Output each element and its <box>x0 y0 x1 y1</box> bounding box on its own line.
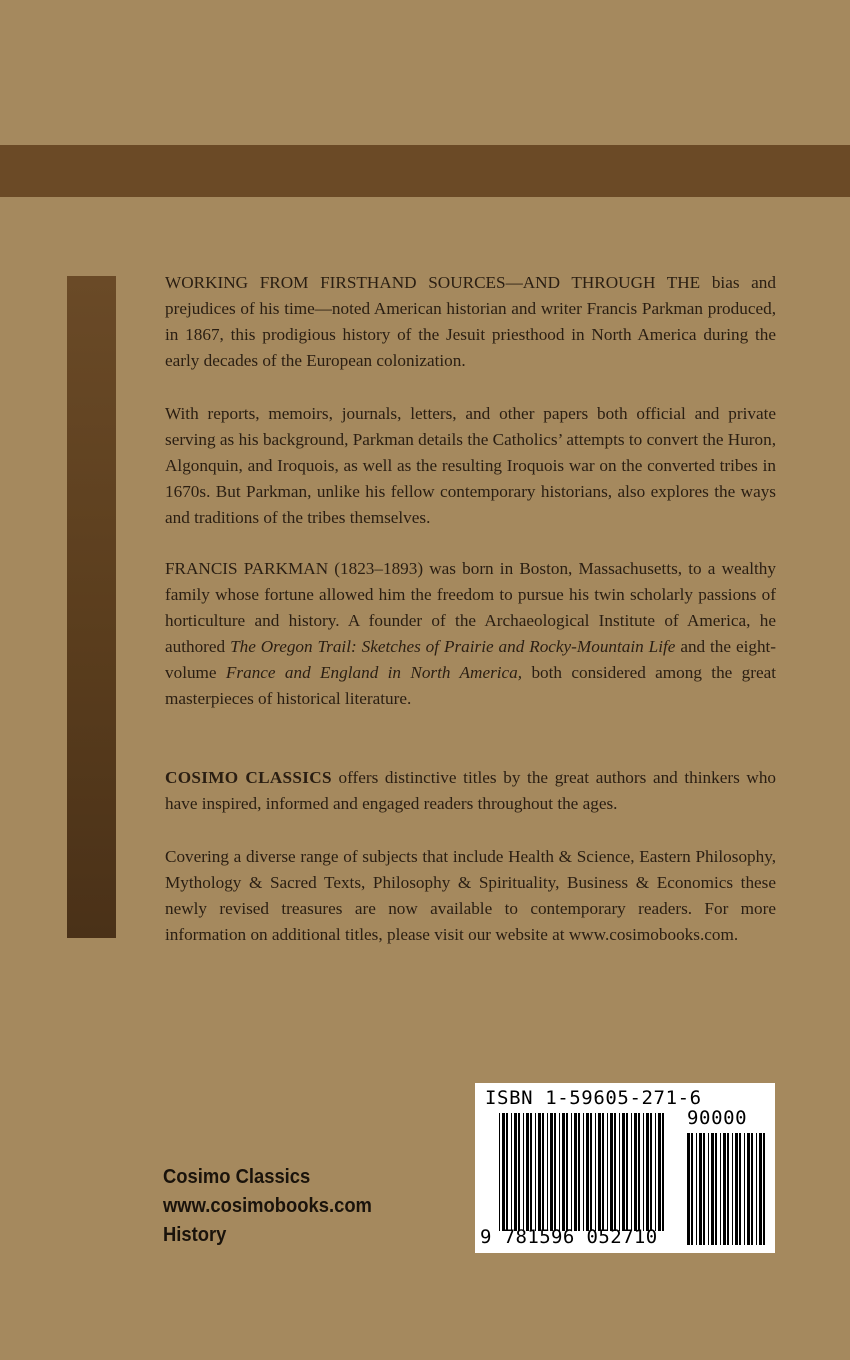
addon-bar-3 <box>699 1133 702 1245</box>
imprint-category: History <box>163 1224 227 1246</box>
ean-bar-29 <box>614 1113 616 1231</box>
ean-bar-9 <box>535 1113 536 1231</box>
ean-bar-31 <box>622 1113 625 1231</box>
description-paragraph-2: With reports, memoirs, journals, letters, and other papers both official and private serving as his background, Parkman details the Catholics’ attempts to convert the Huron, Algonquin, and Iroquois, as well as the resulting Iroquois war on the converted tribes in 1670s. But Parkman, unlike his fellow contemporary historians, also explores the ways and traditions of the tribes themselves. <box>165 404 776 527</box>
ean-bar-17 <box>566 1113 568 1231</box>
addon-bar-10 <box>727 1133 729 1245</box>
description-lead-caps: WORKING FROM FIRSTHAND SOURCES—AND THROUGH THE <box>165 273 701 292</box>
ean-bar-1 <box>502 1113 505 1231</box>
author-bio-text-2: and the eight-volume <box>165 637 777 682</box>
left-decorative-bar <box>67 276 116 938</box>
addon-bar-12 <box>735 1133 738 1245</box>
addon-bar-9 <box>723 1133 726 1245</box>
publisher-brand-name: COSIMO CLASSICS <box>165 768 332 787</box>
ean-bar-16 <box>562 1113 565 1231</box>
ean-bar-26 <box>602 1113 604 1231</box>
isbn-label: ISBN 1-59605-271-6 <box>485 1087 702 1109</box>
ean-bar-36 <box>643 1113 644 1231</box>
ean-bar-15 <box>559 1113 560 1231</box>
ean-bar-37 <box>646 1113 649 1231</box>
barcode-ean-digits: 9 781596 052710 <box>480 1226 658 1248</box>
ean-bar-11 <box>542 1113 544 1231</box>
addon-bar-19 <box>763 1133 765 1245</box>
ean-bar-18 <box>571 1113 572 1231</box>
ean-bar-3 <box>511 1113 512 1231</box>
addon-bar-0 <box>687 1133 690 1245</box>
ean-bar-30 <box>619 1113 620 1231</box>
ean-bar-0 <box>499 1113 500 1231</box>
ean-bar-39 <box>655 1113 656 1231</box>
ean-bar-10 <box>538 1113 541 1231</box>
addon-bar-7 <box>715 1133 717 1245</box>
addon-bar-11 <box>732 1133 733 1245</box>
ean-bar-27 <box>607 1113 608 1231</box>
publisher-blurb-paragraph-2: Covering a diverse range of subjects that include Health & Science, Eastern Philosophy, Mythology & Sacred Texts, Philosophy & Spirituality, Business & Economics these newly revised treasures are now available to contemporary readers. For more information on additional titles, please visit our website at www.cosimobooks.com. <box>165 847 776 944</box>
addon-bar-18 <box>759 1133 762 1245</box>
description-paragraph-1-text: bias and prejudices of his time—noted American historian and writer Francis Parkman produced, in 1867, this prodigious history of the Jesuit priesthood in North America during the early decades of the European colonization. <box>165 273 776 370</box>
ean-bar-34 <box>634 1113 637 1231</box>
ean-bar-28 <box>610 1113 613 1231</box>
ean-bar-13 <box>550 1113 553 1231</box>
ean-bar-32 <box>626 1113 628 1231</box>
author-bio-text-1: FRANCIS PARKMAN (1823–1893) was born in Boston, Massachusetts, to a wealthy family whose fortune allowed him the freedom to pursue his twin scholarly passions of horticulture and history. A founder of the Archaeological Institute of America, he authored <box>165 559 776 656</box>
imprint-publisher: Cosimo Classics <box>163 1166 311 1188</box>
ean-bar-6 <box>523 1113 524 1231</box>
ean-bar-21 <box>583 1113 584 1231</box>
ean-bar-40 <box>658 1113 661 1231</box>
ean-bar-7 <box>526 1113 529 1231</box>
publisher-blurb-paragraph-1 <box>165 765 776 817</box>
ean-bar-19 <box>574 1113 577 1231</box>
ean-bar-4 <box>514 1113 517 1231</box>
ean-bar-5 <box>518 1113 520 1231</box>
book-title-oregon-trail: The Oregon Trail: Sketches of Prairie and Rocky-Mountain Life <box>230 637 676 656</box>
ean-bar-12 <box>547 1113 548 1231</box>
barcode-addon-digits: 90000 <box>687 1107 748 1129</box>
ean-bar-35 <box>638 1113 640 1231</box>
author-bio-text-3: both considered among the great masterpieces of historical literature. <box>165 663 777 708</box>
description-paragraph-1 <box>165 270 776 374</box>
imprint-block <box>163 1163 372 1250</box>
ean-bar-41 <box>662 1113 664 1231</box>
imprint-website: www.cosimobooks.com <box>163 1195 372 1217</box>
ean-bar-23 <box>590 1113 592 1231</box>
back-cover-copy <box>165 270 776 948</box>
addon-bar-8 <box>720 1133 721 1245</box>
ean-bar-8 <box>530 1113 532 1231</box>
addon-bar-15 <box>747 1133 750 1245</box>
addon-bar-1 <box>691 1133 693 1245</box>
isbn-barcode <box>475 1083 775 1253</box>
addon-bar-17 <box>756 1133 757 1245</box>
ean-bar-22 <box>586 1113 589 1231</box>
top-color-band <box>0 145 850 197</box>
addon-bar-16 <box>751 1133 753 1245</box>
publisher-blurb-text-1: offers distinctive titles by the great authors and thinkers who have inspired, informed and engaged readers throughout the ages. <box>165 768 777 813</box>
book-title-france-and-england: France and England in North America, <box>225 663 523 682</box>
ean-bar-2 <box>506 1113 508 1231</box>
ean-bar-20 <box>578 1113 580 1231</box>
addon-bar-13 <box>739 1133 741 1245</box>
addon-bar-6 <box>711 1133 714 1245</box>
addon-bar-14 <box>744 1133 745 1245</box>
ean-bar-38 <box>650 1113 652 1231</box>
addon-bar-2 <box>696 1133 697 1245</box>
author-bio-paragraph <box>165 556 776 712</box>
addon-bar-4 <box>703 1133 705 1245</box>
ean-bar-24 <box>595 1113 596 1231</box>
addon-bar-5 <box>708 1133 709 1245</box>
ean-bar-33 <box>631 1113 632 1231</box>
ean-bar-14 <box>554 1113 556 1231</box>
ean-bar-25 <box>598 1113 601 1231</box>
